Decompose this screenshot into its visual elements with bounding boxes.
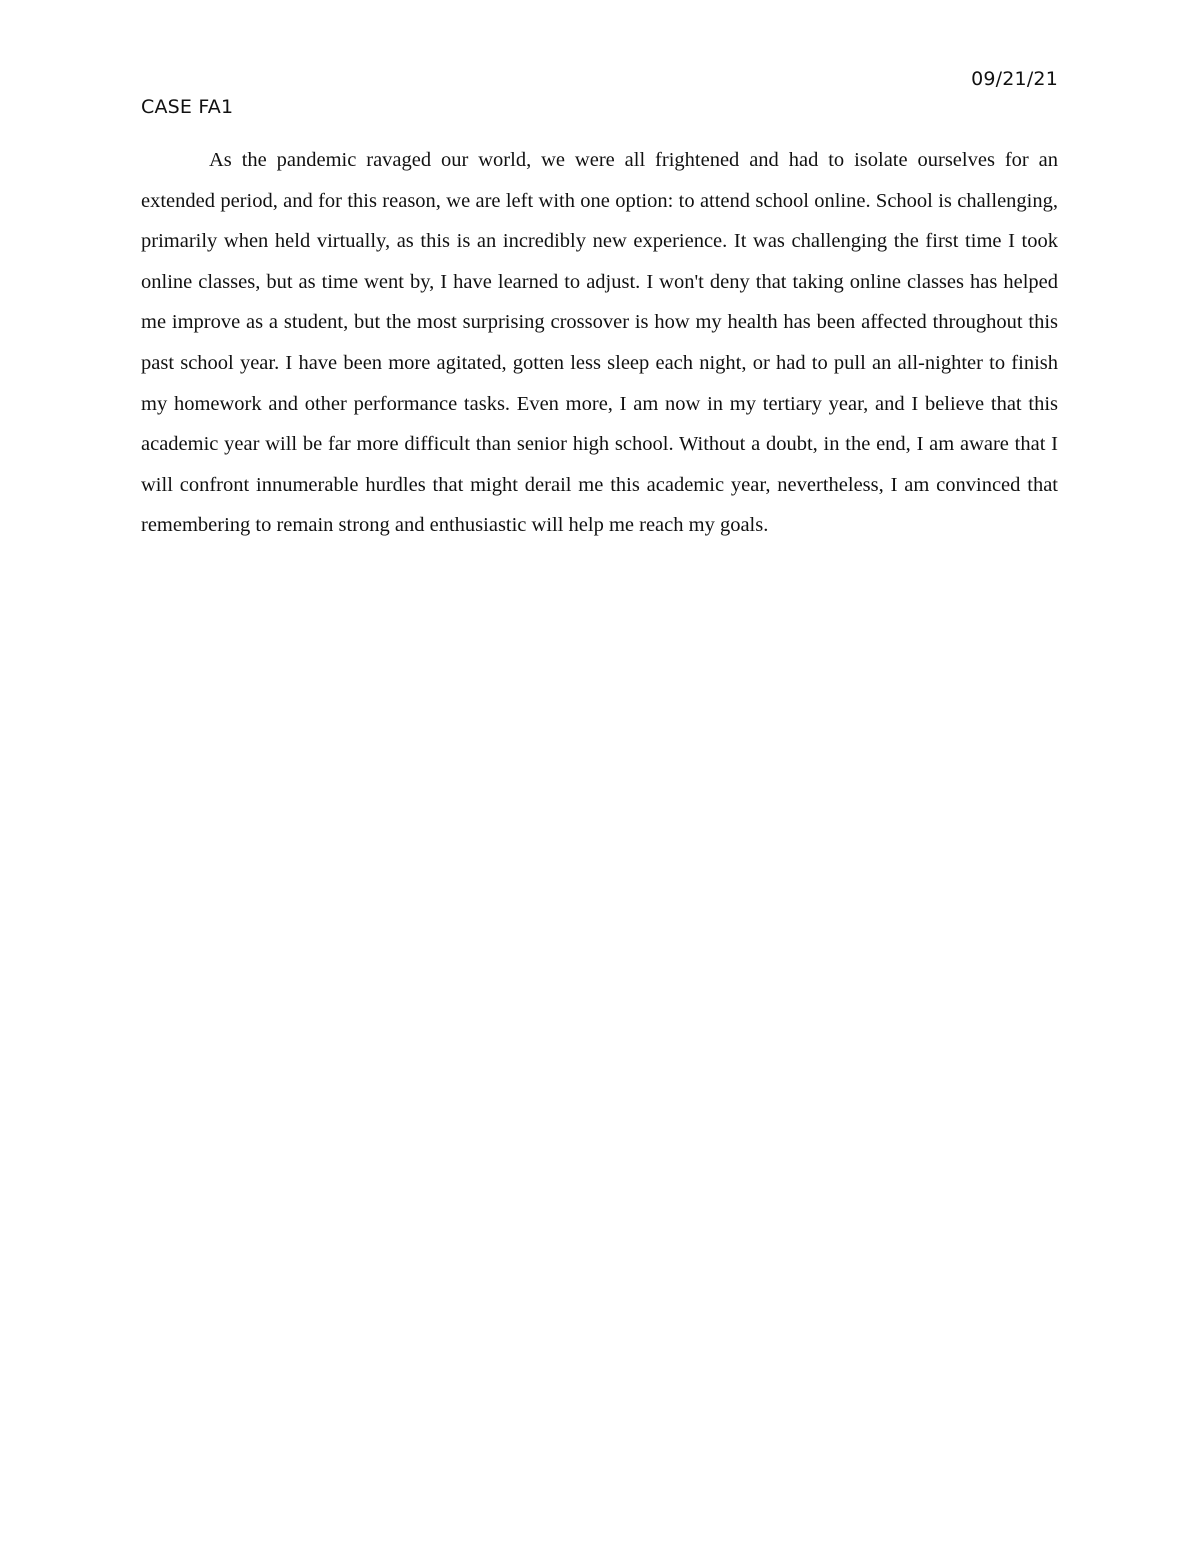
document-title: CASE FA1 <box>141 96 234 118</box>
document-date: 09/21/21 <box>971 68 1058 90</box>
body-paragraph: As the pandemic ravaged our world, we were all frightened and had to isolate ourselves for an extended period, and for this reason, we are left with one option: to attend school online. School is challenging, primarily when held virtually, as this is an incredibly new experience. It was challenging the first time I took online classes, but as time went by, I have learned to adjust. I won't deny that taking online classes has helped me improve as a student, but the most surprising crossover is how my health has been affected throughout this past school year. I have been more agitated, gotten less sleep each night, or had to pull an all-nighter to finish my homework and other performance tasks. Even more, I am now in my tertiary year, and I believe that this academic year will be far more difficult than senior high school. Without a doubt, in the end, I am aware that I will confront innumerable hurdles that might derail me this academic year, nevertheless, I am convinced that remembering to remain strong and enthusiastic will help me reach my goals. <box>141 149 1058 537</box>
